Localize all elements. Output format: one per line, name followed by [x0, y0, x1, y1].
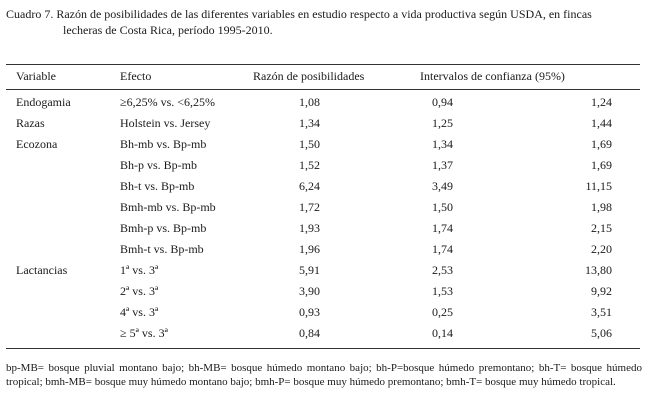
cell-efecto: Holstein vs. Jersey [120, 116, 211, 130]
cell-ic-superior: 1,24 [591, 95, 612, 109]
cell-efecto: ≥ 5ª vs. 3ª [120, 326, 168, 340]
cell-efecto: Bmh-t vs. Bp-mb [120, 242, 204, 256]
table-row [0, 325, 646, 345]
table-row [0, 262, 646, 282]
cell-ic-superior: 1,69 [591, 158, 612, 172]
cell-ic-inferior: 0,25 [432, 305, 453, 319]
cell-ic-superior: 13,80 [585, 263, 612, 277]
cell-razon: 1,93 [299, 221, 320, 235]
cell-ic-inferior: 1,74 [432, 221, 453, 235]
table-row [0, 304, 646, 324]
cell-ic-superior: 11,15 [585, 179, 612, 193]
cell-ic-superior: 1,69 [591, 137, 612, 151]
cell-efecto: 1ª vs. 3ª [120, 263, 159, 277]
table-row [0, 241, 646, 261]
cell-ic-inferior: 0,14 [432, 326, 453, 340]
cell-efecto: 4ª vs. 3ª [120, 305, 159, 319]
cell-efecto: Bh-p vs. Bp-mb [120, 158, 198, 172]
cell-razon: 1,50 [299, 137, 320, 151]
table-row [0, 199, 646, 219]
cell-ic-inferior: 1,74 [432, 242, 453, 256]
cell-variable: Razas [16, 116, 45, 130]
header-intervalos: Intervalos de confianza (95%) [420, 69, 565, 83]
bottom-rule [6, 348, 640, 349]
top-rule [6, 64, 640, 65]
cell-efecto: Bh-mb vs. Bp-mb [120, 137, 207, 151]
cell-ic-superior: 1,98 [591, 200, 612, 214]
table-row [0, 220, 646, 240]
header-variable: Variable [16, 69, 56, 83]
cell-efecto: Bmh-mb vs. Bp-mb [120, 200, 216, 214]
cell-razon: 1,08 [299, 95, 320, 109]
table-row [0, 157, 646, 177]
cell-ic-superior: 5,06 [591, 326, 612, 340]
cell-ic-inferior: 1,34 [432, 137, 453, 151]
cell-efecto: Bmh-p vs. Bp-mb [120, 221, 207, 235]
cell-ic-inferior: 2,53 [432, 263, 453, 277]
table-caption [6, 6, 640, 38]
header-efecto: Efecto [120, 69, 152, 83]
cell-variable: Ecozona [16, 137, 58, 151]
cell-efecto: 2ª vs. 3ª [120, 284, 159, 298]
header-razon: Razón de posibilidades [253, 69, 365, 83]
cell-razon: 6,24 [299, 179, 320, 193]
cell-razon: 1,34 [299, 116, 320, 130]
cell-efecto: Bh-t vs. Bp-mb [120, 179, 195, 193]
cell-ic-superior: 9,92 [591, 284, 612, 298]
cell-variable: Endogamia [16, 95, 71, 109]
cell-variable: Lactancias [16, 263, 68, 277]
table-row [0, 178, 646, 198]
caption-line-2: lecheras de Costa Rica, período 1995-2010. [63, 23, 273, 37]
cell-razon: 1,52 [299, 158, 320, 172]
table-row [0, 136, 646, 156]
table-row [0, 115, 646, 135]
cell-razon: 0,84 [299, 326, 320, 340]
table-row [0, 283, 646, 303]
cell-ic-inferior: 1,50 [432, 200, 453, 214]
cell-razon: 0,93 [299, 305, 320, 319]
cell-razon: 1,72 [299, 200, 320, 214]
cell-ic-inferior: 1,37 [432, 158, 453, 172]
cell-razon: 5,91 [299, 263, 320, 277]
cell-razon: 3,90 [299, 284, 320, 298]
cell-efecto: ≥6,25% vs. <6,25% [120, 95, 216, 109]
cell-ic-inferior: 0,94 [432, 95, 453, 109]
cell-ic-superior: 1,44 [591, 116, 612, 130]
cell-ic-superior: 2,20 [591, 242, 612, 256]
table-row [0, 94, 646, 114]
cell-ic-superior: 3,51 [591, 305, 612, 319]
cell-razon: 1,96 [299, 242, 320, 256]
cell-ic-inferior: 1,25 [432, 116, 453, 130]
cell-ic-inferior: 1,53 [432, 284, 453, 298]
cell-ic-superior: 2,15 [591, 221, 612, 235]
cell-ic-inferior: 3,49 [432, 179, 453, 193]
caption-line-1: Cuadro 7. Razón de posibilidades de las diferentes variables en estudio respecto a vida productiva según USDA, en fincas [6, 7, 592, 21]
table-footnote: bp-MB= bosque pluvial montano bajo; bh-MB= bosque húmedo montano bajo; bh-P=bosque húmedo premontano; bh-T= bosque húmedo tropical; bmh-MB= bosque muy húmedo montano bajo; bmh-P= bosque muy húmedo premontano; bmh-T= bosque muy húmedo tropical. [6, 362, 642, 388]
header-rule [6, 89, 640, 90]
